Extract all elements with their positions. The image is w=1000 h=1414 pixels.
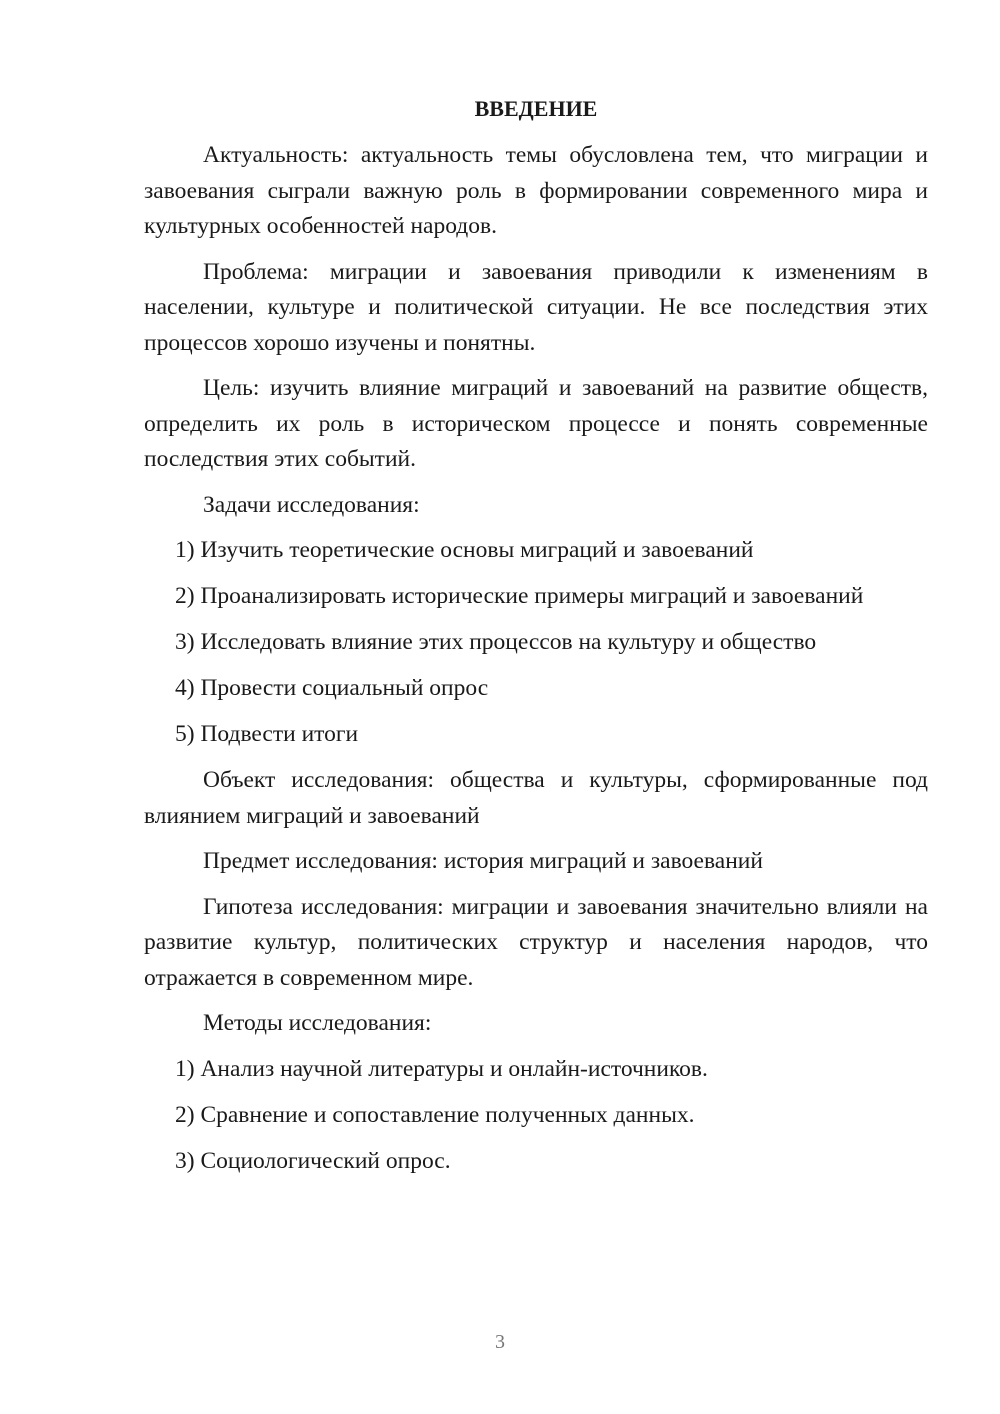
hypothesis-paragraph: Гипотеза исследования: миграции и завоевания значительно влияли на развитие культур, политических структур и населения народов, что отражается в современном мире. bbox=[144, 893, 928, 991]
document-title: ВВЕДЕНИЕ bbox=[474, 96, 598, 121]
problem-paragraph: Проблема: миграции и завоевания приводили к изменениям в населении, культуре и политической ситуации. Не все последствия этих процессов хорошо изучены и понятны. bbox=[144, 258, 928, 356]
object-paragraph: Объект исследования: общества и культуры, сформированные под влиянием миграций и завоеваний bbox=[144, 767, 928, 829]
document-page bbox=[144, 90, 928, 1190]
list-item: 1) Изучить теоретические основы миграций и завоеваний bbox=[175, 537, 754, 563]
list-item: 2) Сравнение и сопоставление полученных данных. bbox=[175, 1101, 695, 1128]
list-item: 2) Проанализировать исторические примеры миграций и завоеваний bbox=[175, 583, 864, 609]
subject-paragraph: Предмет исследования: история миграций и завоеваний bbox=[203, 848, 763, 874]
list-item: 5) Подвести итоги bbox=[175, 721, 359, 747]
methods-heading: Методы исследования: bbox=[203, 1010, 432, 1036]
relevance-paragraph: Актуальность: актуальность темы обусловлена тем, что миграции и завоевания сыграли важную роль в формировании современного мира и культурных особенностей народов. bbox=[144, 142, 928, 239]
list-item: 4) Провести социальный опрос bbox=[175, 675, 489, 701]
tasks-heading: Задачи исследования: bbox=[203, 491, 420, 518]
list-item: 1) Анализ научной литературы и онлайн-источников. bbox=[175, 1055, 708, 1082]
tasks-list bbox=[144, 533, 928, 753]
methods-list bbox=[144, 1052, 928, 1180]
goal-paragraph: Цель: изучить влияние миграций и завоеваний на развитие обществ, определить их роль в историческом процессе и понять современные последствия этих событий. bbox=[144, 375, 928, 472]
page-number: 3 bbox=[495, 1331, 505, 1353]
list-item: 3) Исследовать влияние этих процессов на культуру и общество bbox=[175, 629, 817, 655]
list-item: 3) Социологический опрос. bbox=[175, 1147, 451, 1174]
